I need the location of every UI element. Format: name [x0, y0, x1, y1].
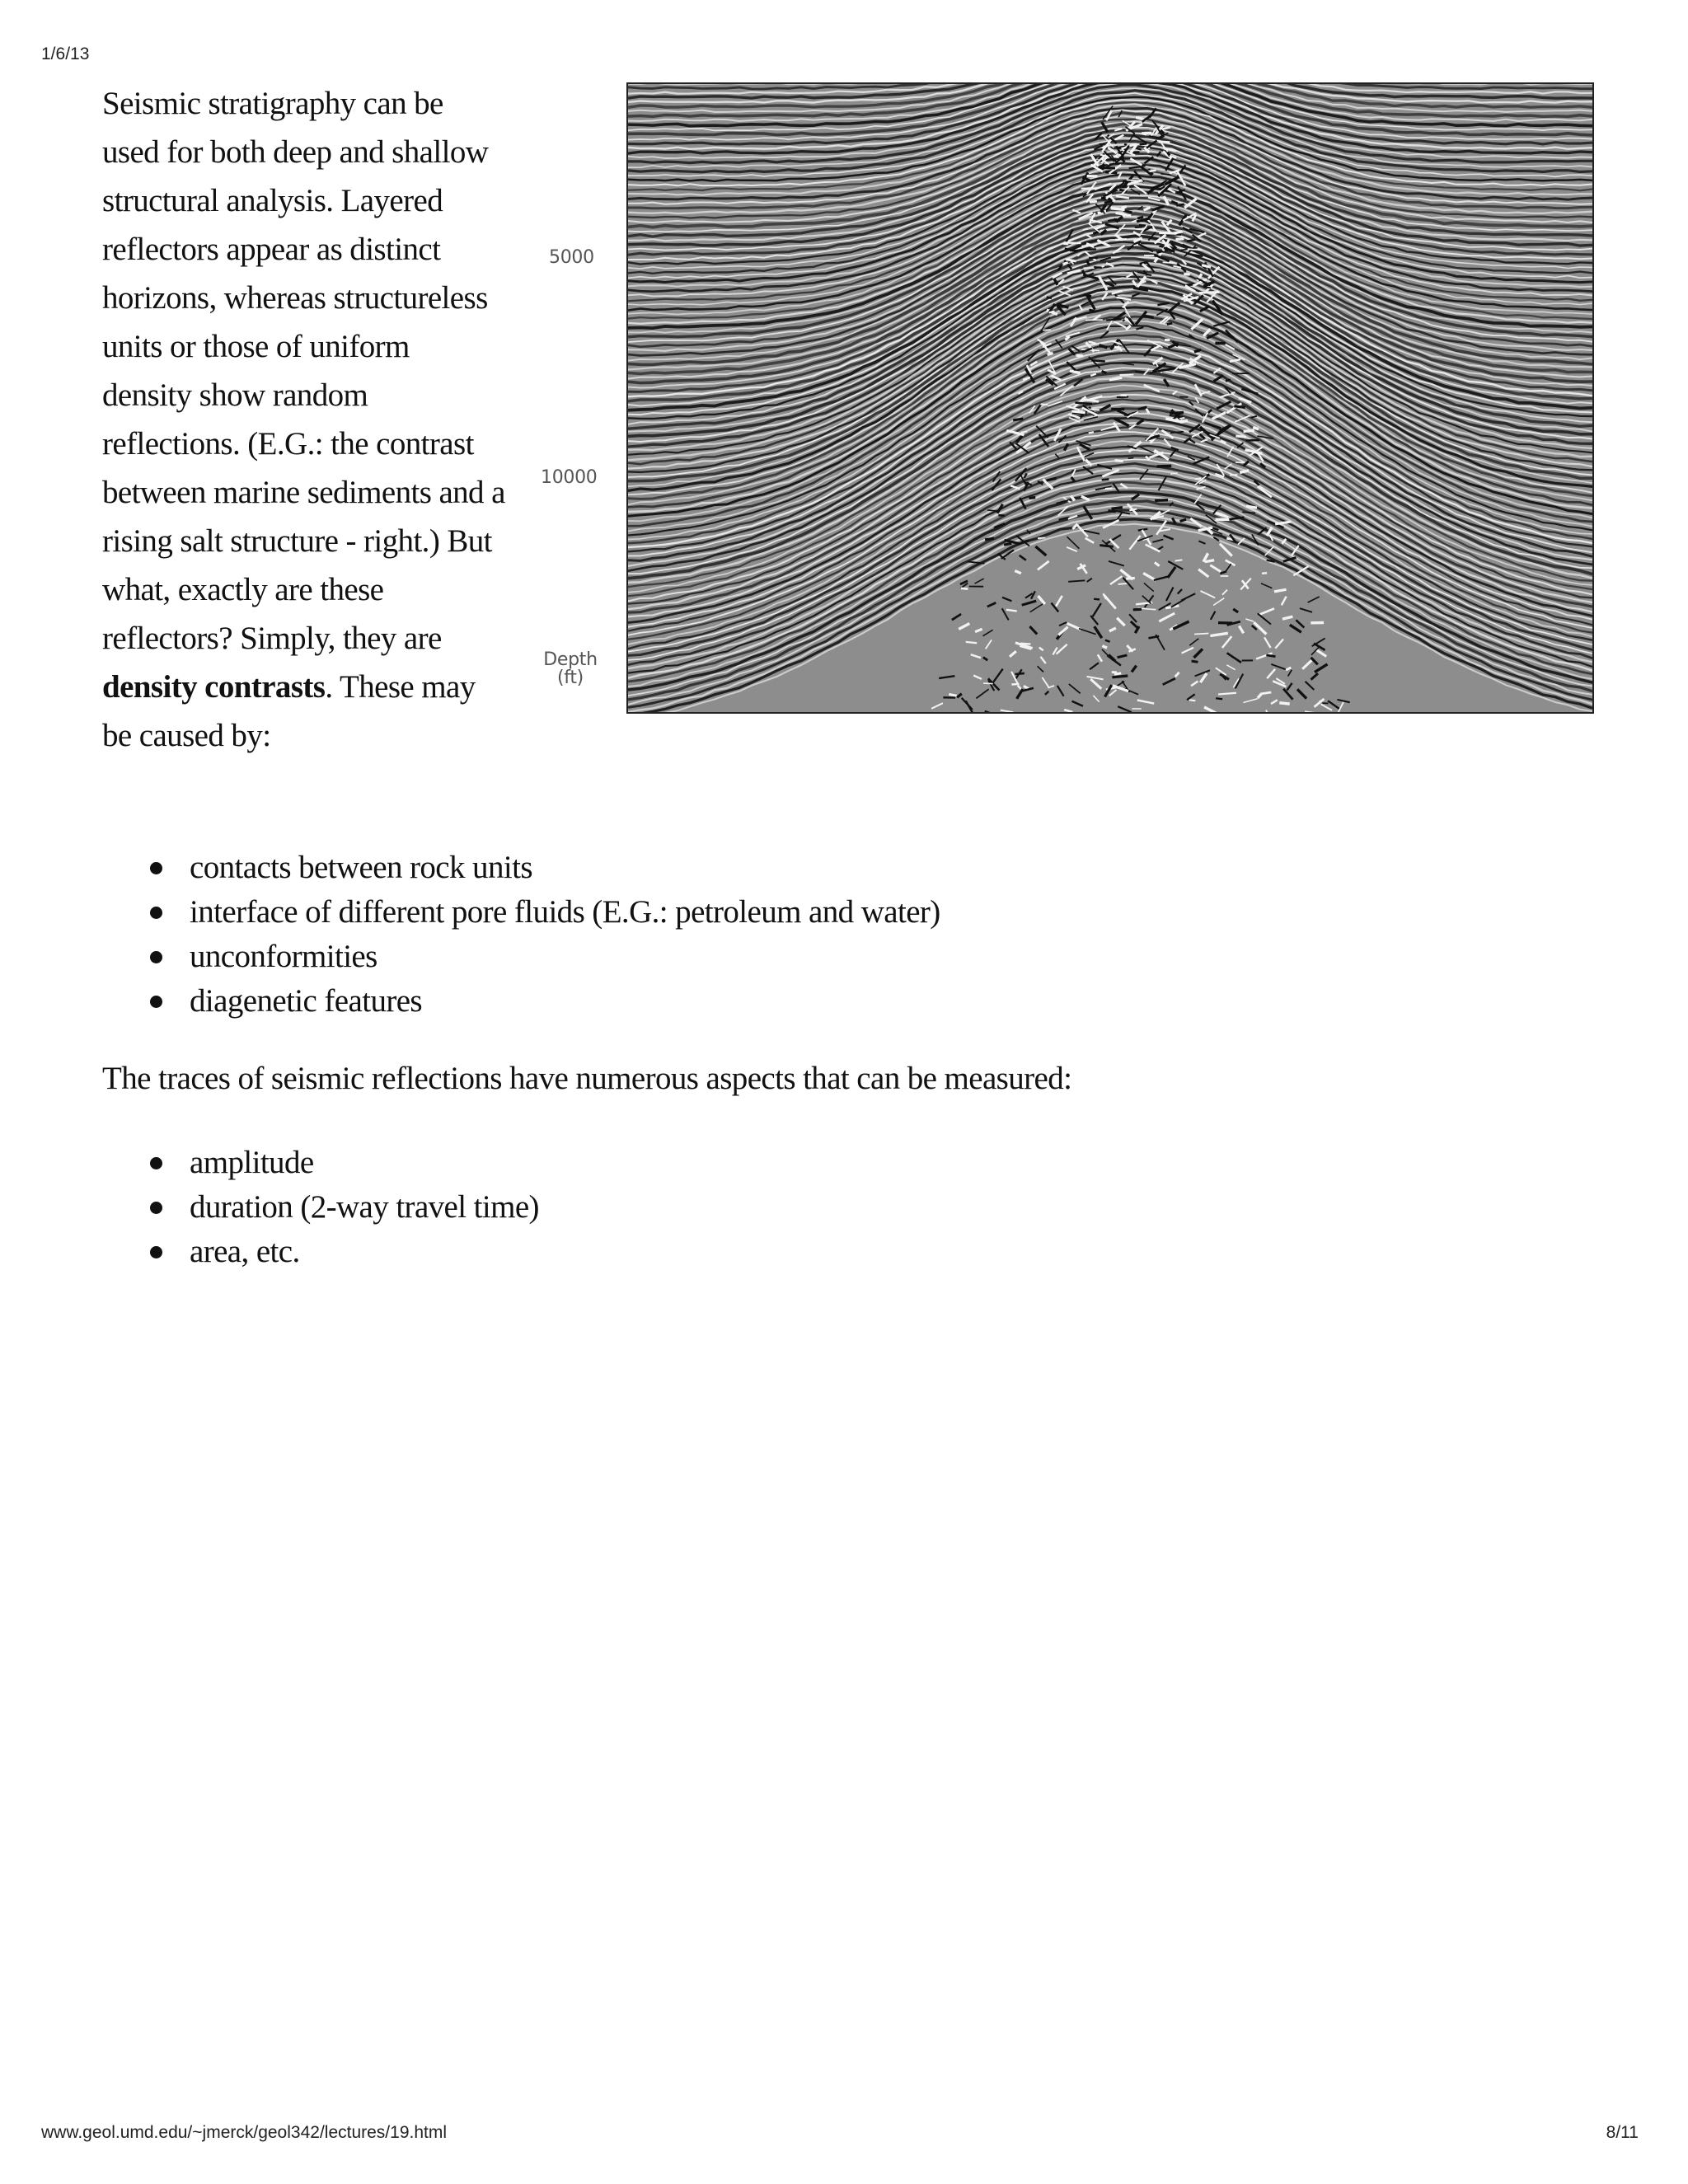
- list-item-text: amplitude: [190, 1145, 314, 1180]
- list-item: [102, 935, 940, 979]
- traces-paragraph: The traces of seismic reflections have numerous aspects that can be measured:: [102, 1061, 1072, 1096]
- bullet-icon: [150, 862, 162, 874]
- list-item: [102, 979, 940, 1024]
- list-item: [102, 846, 940, 890]
- intro-text-end: . These may be caused by:: [102, 669, 476, 753]
- list-item: [102, 890, 940, 935]
- list-item-text: interface of different pore fluids (E.G.: petroleum and water): [190, 894, 940, 930]
- list-item-text: contacts between rock units: [190, 850, 532, 885]
- density-contrasts-term: density contrasts: [102, 669, 326, 705]
- bullet-icon: [150, 1202, 162, 1214]
- reflector-causes-list: [102, 846, 940, 1024]
- seismic-figure: [528, 82, 1599, 725]
- intro-paragraph: [102, 79, 506, 760]
- bullet-icon: [150, 1246, 162, 1258]
- depth-axis-unit: (ft): [557, 668, 584, 688]
- list-item-text: duration (2-way travel time): [190, 1189, 539, 1225]
- bullet-icon: [150, 1157, 162, 1169]
- intro-text: Seismic stratigraphy can be used for both deep and shallow structural analysis. Layered reflectors appear as distinct horizons, whereas structureless units or those of uniform density show random reflections. (E.G.: the contrast between marine sediments and a rising salt structure - right.) But what, exactly are these reflectors? Simply, they are: [102, 86, 505, 656]
- list-item-text: unconformities: [190, 939, 377, 974]
- seismic-section-image: [626, 82, 1594, 714]
- list-item: [102, 1230, 539, 1274]
- depth-axis-title: Depth: [543, 649, 598, 670]
- page-number: 8/11: [1606, 2123, 1639, 2142]
- list-item: [102, 1141, 539, 1185]
- footer-url: www.geol.umd.edu/~jmerck/geol342/lectures/19.html: [41, 2123, 448, 2142]
- list-item-text: area, etc.: [190, 1234, 300, 1269]
- depth-axis-label: [537, 651, 603, 687]
- list-item-text: diagenetic features: [190, 983, 423, 1019]
- bullet-icon: [150, 907, 162, 919]
- depth-label-10000: 10000: [541, 467, 598, 488]
- list-item: [102, 1185, 539, 1230]
- measurable-aspects-list: [102, 1141, 539, 1274]
- bullet-icon: [150, 951, 162, 963]
- depth-label-5000: 5000: [549, 247, 594, 268]
- bullet-icon: [150, 996, 162, 1008]
- print-date: 1/6/13: [41, 45, 90, 63]
